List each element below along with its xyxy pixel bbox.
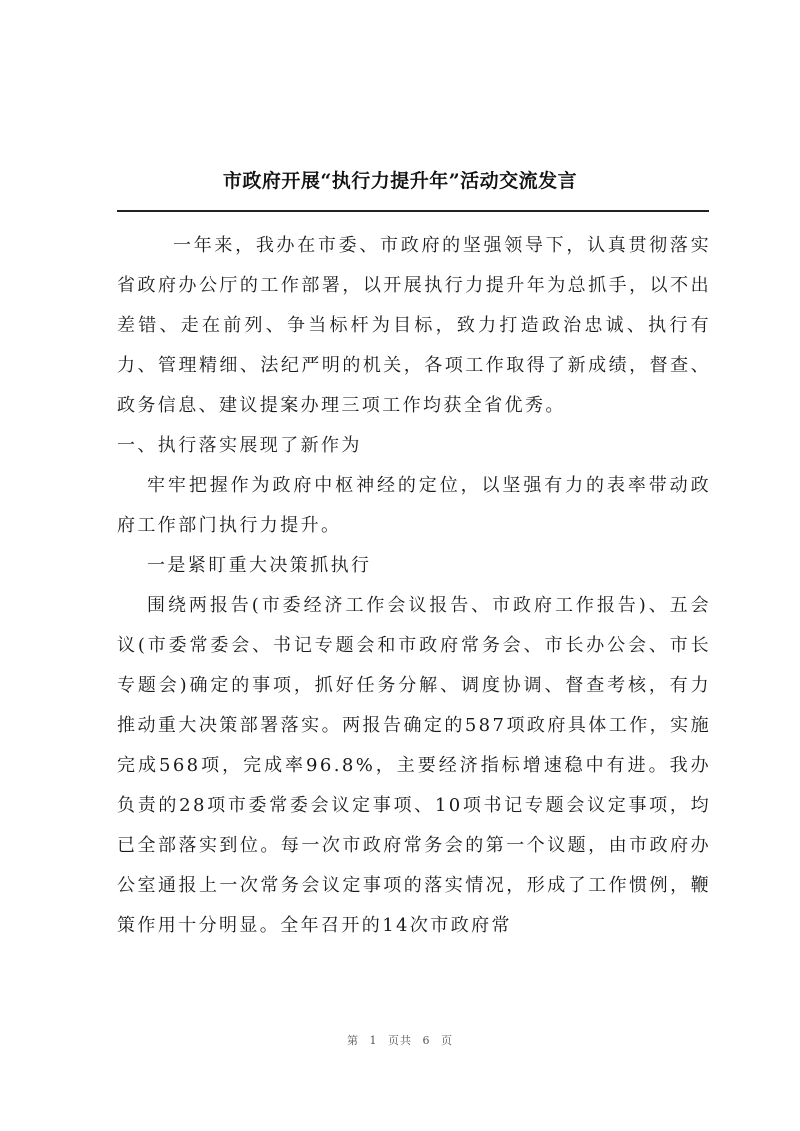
document-title: 市政府开展“执行力提升年”活动交流发言 <box>222 170 578 192</box>
section-1-paragraph: 牢牢把握作为政府中枢神经的定位，以坚强有力的表率带动政府工作部门执行力提升。 <box>117 475 711 536</box>
page-number: 1 <box>369 1034 378 1047</box>
subsection-1-paragraph: 围绕两报告(市委经济工作会议报告、市政府工作报告)、五会议(市委常委会、书记专题会和市政府常务会、市长办公会、市长专题会)确定的事项，抓好任务分解、调度协调、督查考核，有力推动重大决策部署落实。两报告确定的587项政府具体工作，实施完成568项，完成率96.8%，主要经济指标增速稳中有进。我办负责的28项市委常委会议定事项、10项书记专题会议定事项，均已全部落实到位。每一次市政府常务会的第一个议题，由市政府办公室通报上一次常务会议定事项的落实情况，形成了工作惯例，鞭策作用十分明显。全年召开的14次市政府常 <box>117 595 711 936</box>
page-label-suffix: 页 <box>441 1034 453 1047</box>
title-divider <box>117 210 709 212</box>
intro-paragraph: 一年来，我办在市委、市政府的坚强领导下，认真贯彻落实省政府办公厅的工作部署，以开展执行力提升年为总抓手，以不出差错、走在前列、争当标杆为目标，致力打造政治忠诚、执行有力、管理精细、法纪严明的机关，各项工作取得了新成绩，督查、政务信息、建议提案办理三项工作均获全省优秀。 <box>117 235 711 416</box>
document-body <box>117 226 711 946</box>
total-pages: 6 <box>422 1034 431 1047</box>
section-heading-1: 一、执行落实展现了新作为 <box>117 435 362 456</box>
subheading-1: 一是紧盯重大决策抓执行 <box>147 555 372 576</box>
page-footer <box>0 1032 800 1048</box>
page-label-mid: 页共 <box>388 1034 412 1047</box>
page-label-prefix: 第 <box>347 1034 359 1047</box>
